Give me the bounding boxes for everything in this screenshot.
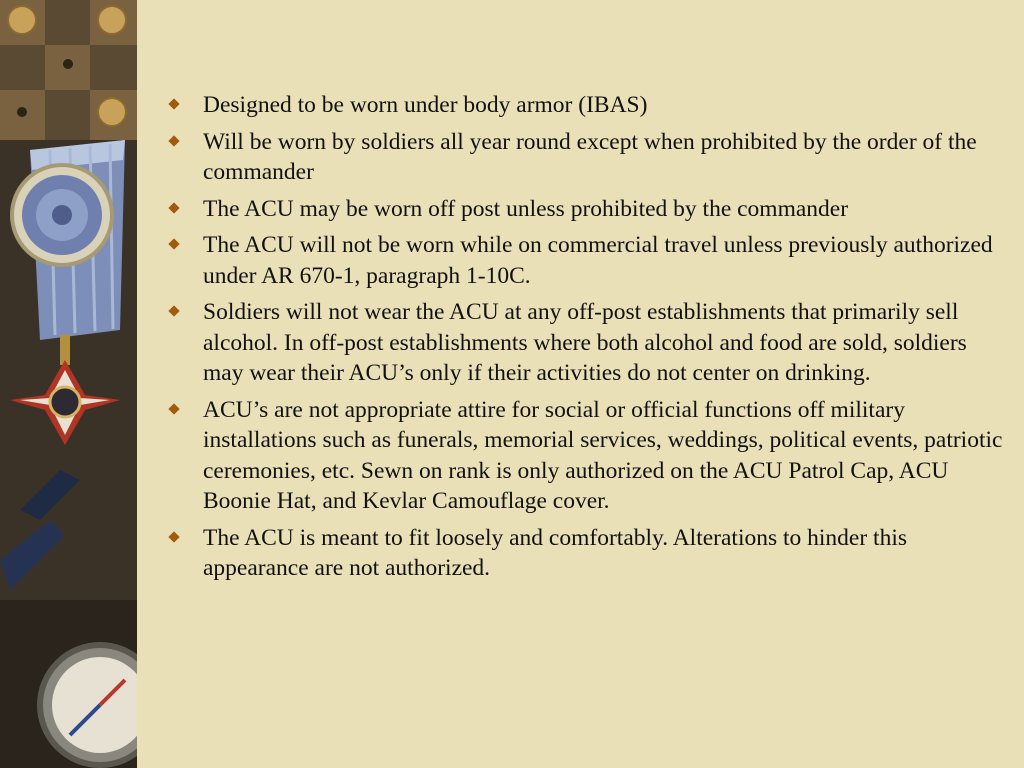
diamond-bullet-icon [168,98,179,109]
diamond-bullet-icon [168,403,179,414]
bullet-item: Soldiers will not wear the ACU at any off-post establishments that primarily sell alcohol. In off-post establishments where both alcohol and food are sold, soldiers may wear their ACU’s only if their activities do not center on drinking. [167,297,1012,389]
diamond-bullet-icon [168,531,179,542]
bullet-item: Designed to be worn under body armor (IBAS) [167,90,1012,121]
bullet-item: The ACU is meant to fit loosely and comfortably. Alterations to hinder this appearance are not authorized. [167,523,1012,584]
decorative-side-image [0,0,137,768]
bullet-item: The ACU may be worn off post unless prohibited by the commander [167,194,1012,225]
bullet-item: ACU’s are not appropriate attire for social or official functions off military installations such as funerals, memorial services, weddings, political events, patriotic ceremonies, etc. Sewn on rank is only authorized on the ACU Patrol Cap, ACU Boonie Hat, and Kevlar Camouflage cover. [167,395,1012,517]
diamond-bullet-icon [168,202,179,213]
slide-content [137,0,1024,768]
bullet-item: The ACU will not be worn while on commercial travel unless previously authorized under AR 670-1, paragraph 1-10C. [167,230,1012,291]
medal-illustration [0,0,137,768]
diamond-bullet-icon [168,305,179,316]
diamond-bullet-icon [168,135,179,146]
bullet-list [167,90,1012,590]
diamond-bullet-icon [168,238,179,249]
bullet-item: Will be worn by soldiers all year round except when prohibited by the order of the commander [167,127,1012,188]
